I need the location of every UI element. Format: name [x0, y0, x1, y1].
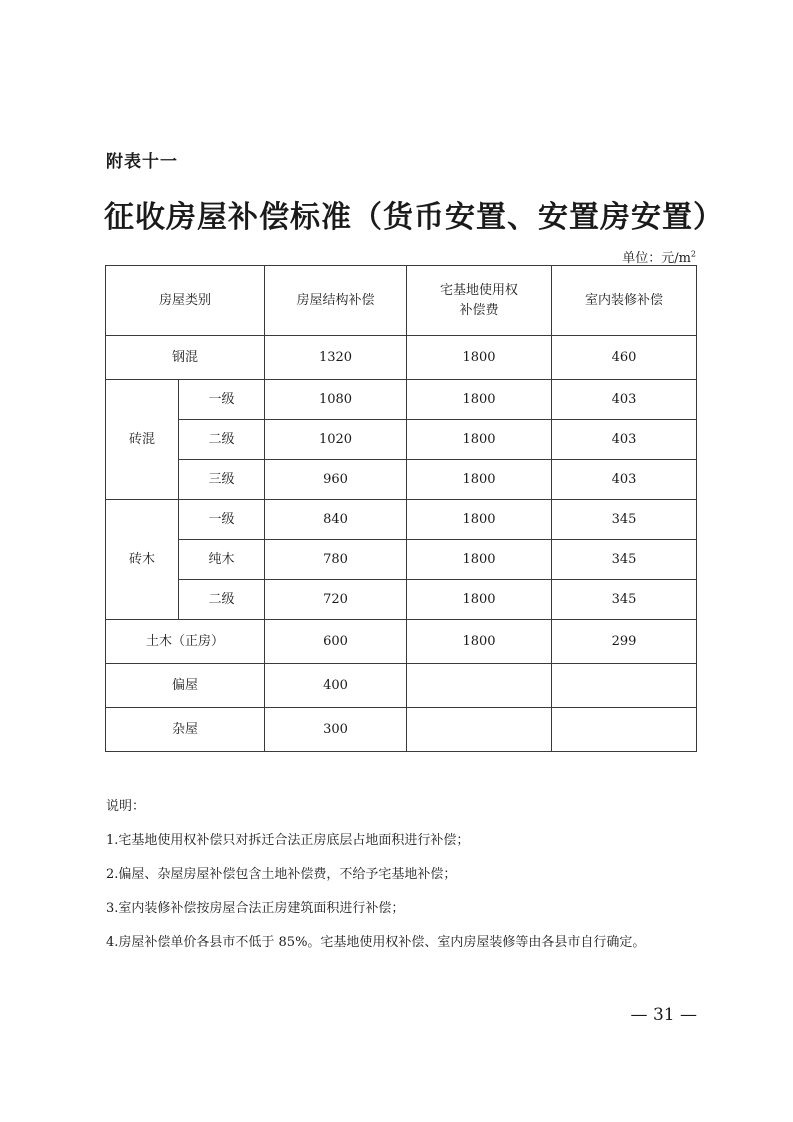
note-item: 4.房屋补偿单价各县市不低于 85%。宅基地使用权补偿、室内房屋装修等由各县市自行确定。	[106, 935, 646, 950]
unit-text: 单位：元/m	[622, 251, 691, 266]
document-title: 征收房屋补偿标准（货币安置、安置房安置）	[104, 200, 724, 235]
cell-structure: 600	[265, 620, 407, 664]
cell-structure: 720	[265, 580, 407, 620]
cell-structure: 400	[265, 664, 407, 708]
row-subcategory: 二级	[179, 420, 265, 460]
header-category: 房屋类别	[106, 266, 265, 336]
cell-structure: 1320	[265, 336, 407, 380]
cell-structure: 300	[265, 708, 407, 752]
cell-homestead: 1800	[407, 336, 552, 380]
cell-decoration	[552, 708, 697, 752]
page-number: — 31 —	[630, 1005, 697, 1025]
cell-structure: 1080	[265, 380, 407, 420]
row-category: 钢混	[106, 336, 265, 380]
row-subcategory: 三级	[179, 460, 265, 500]
cell-decoration	[552, 664, 697, 708]
cell-homestead: 1800	[407, 380, 552, 420]
table-row	[106, 380, 697, 420]
unit-superscript: 2	[690, 249, 696, 259]
table-row	[106, 620, 697, 664]
cell-homestead	[407, 708, 552, 752]
header-homestead-line1: 宅基地使用权	[440, 282, 519, 298]
cell-structure: 840	[265, 500, 407, 540]
cell-decoration: 345	[552, 580, 697, 620]
table-row	[106, 336, 697, 380]
notes-section	[106, 797, 706, 967]
cell-homestead: 1800	[407, 460, 552, 500]
cell-homestead: 1800	[407, 540, 552, 580]
table-row	[106, 460, 697, 500]
cell-homestead: 1800	[407, 420, 552, 460]
row-subcategory: 纯木	[179, 540, 265, 580]
note-item: 3.室内装修补偿按房屋合法正房建筑面积进行补偿；	[106, 901, 405, 916]
note-item: 2.偏屋、杂屋房屋补偿包含土地补偿费，不给予宅基地补偿；	[106, 867, 457, 882]
unit-label	[622, 247, 696, 266]
table-row	[106, 664, 697, 708]
table-row	[106, 540, 697, 580]
annex-label: 附表十一	[106, 152, 178, 172]
notes-heading: 说明：	[106, 799, 146, 814]
cell-decoration: 403	[552, 460, 697, 500]
row-category: 砖木	[106, 500, 179, 620]
table-row	[106, 420, 697, 460]
compensation-table	[105, 265, 697, 752]
cell-homestead	[407, 664, 552, 708]
note-item: 1.宅基地使用权补偿只对拆迁合法正房底层占地面积进行补偿；	[106, 833, 470, 848]
row-category: 杂屋	[106, 708, 265, 752]
row-category: 偏屋	[106, 664, 265, 708]
cell-decoration: 403	[552, 380, 697, 420]
table-header-row	[106, 266, 697, 336]
header-homestead-line2: 补偿费	[459, 302, 499, 318]
cell-decoration: 345	[552, 540, 697, 580]
cell-decoration: 345	[552, 500, 697, 540]
header-decoration: 室内装修补偿	[552, 266, 697, 336]
cell-decoration: 299	[552, 620, 697, 664]
row-category: 土木（正房）	[106, 620, 265, 664]
cell-decoration: 403	[552, 420, 697, 460]
cell-structure: 1020	[265, 420, 407, 460]
row-subcategory: 二级	[179, 580, 265, 620]
header-homestead	[407, 266, 552, 336]
header-structure: 房屋结构补偿	[265, 266, 407, 336]
table-row	[106, 708, 697, 752]
cell-decoration: 460	[552, 336, 697, 380]
table-row	[106, 500, 697, 540]
cell-structure: 960	[265, 460, 407, 500]
row-subcategory: 一级	[179, 380, 265, 420]
cell-homestead: 1800	[407, 500, 552, 540]
cell-homestead: 1800	[407, 580, 552, 620]
cell-homestead: 1800	[407, 620, 552, 664]
row-subcategory: 一级	[179, 500, 265, 540]
table-row	[106, 580, 697, 620]
cell-structure: 780	[265, 540, 407, 580]
row-category: 砖混	[106, 380, 179, 500]
